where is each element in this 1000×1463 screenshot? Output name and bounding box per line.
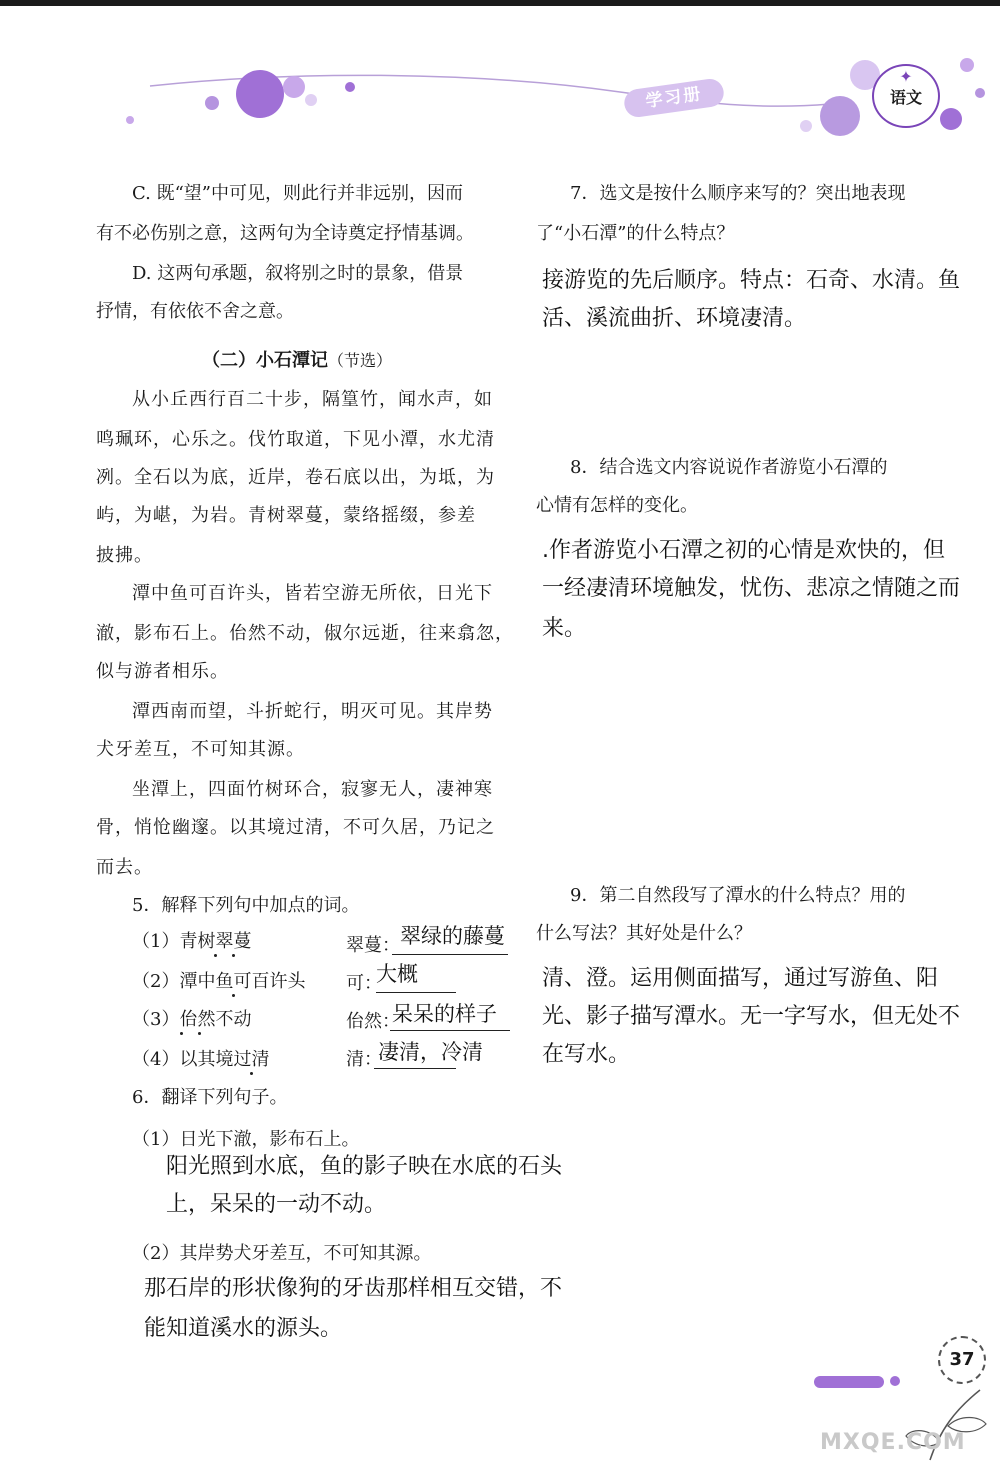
passage-title-note: （节选） [328, 351, 393, 370]
q6-answer-1-line-1: 阳光照到水底，鱼的影子映在水底的石头 [166, 1154, 563, 1179]
passage-line: 潭中鱼可百许头，皆若空游无所依，日光下 [132, 583, 493, 604]
q9-answer-line-2: 光、影子描写潭水。无一字写水，但无处不 [542, 1004, 961, 1029]
option-d-line-1: D. 这两句承题，叙将别之时的景象，借景 [132, 263, 464, 284]
passage-line: 从小丘西行百二十步，隔篁竹，闻水声，如 [132, 389, 493, 410]
q5-stem: 5．解释下列句中加点的词。 [132, 895, 360, 916]
q9-answer-line-1: 清、澄。运用侧面描写，通过写游鱼、阳 [542, 966, 939, 991]
passage-line: 屿，为嵁，为岩。青树翠蔓，蒙络摇缀，参差 [96, 505, 476, 526]
option-c-line-2: 有不必伤别之意，这两句为全诗奠定抒情基调。 [96, 223, 474, 244]
subject-logo-text: 语文 [889, 88, 922, 107]
q9-answer-line-3: 在写水。 [542, 1042, 631, 1067]
header-tab-label: 学习册 [644, 84, 704, 112]
q6-answer-2-line-2: 能知道溪水的源头。 [144, 1316, 343, 1341]
passage-line: 潭西南而望，斗折蛇行，明灭可见。其岸势 [132, 701, 493, 722]
q7-stem-line-1: 7．选文是按什么顺序来写的？突出地表现 [570, 183, 906, 204]
q9-stem-line-2: 什么写法？其好处是什么？ [536, 923, 752, 944]
q7-stem-line-2: 了“小石潭”的什么特点？ [536, 223, 735, 244]
passage-line: 澈，影布石上。佁然不动，俶尔远逝，往来翕忽， [96, 623, 514, 644]
q7-answer-line-2: 活、溪流曲折、环境凄清。 [542, 306, 807, 331]
q5-word: 可： [346, 973, 382, 994]
watermark: MXQE.COM [820, 1430, 966, 1455]
passage-line: 坐潭上，四面竹树环合，寂寥无人，凄神寒 [132, 779, 493, 800]
q5-sentence: （4）以其境过清 [132, 1049, 270, 1070]
q5-word: 翠蔓： [346, 935, 400, 956]
q5-word: 佁然： [346, 1011, 400, 1032]
passage-line: 披拂。 [96, 545, 153, 566]
q7-answer-line-1: 接游览的先后顺序。特点：石奇、水清。鱼 [542, 268, 961, 293]
page-number-badge [938, 1336, 986, 1384]
passage-line: 似与游者相乐。 [96, 661, 229, 682]
q5-sentence: （3）佁然不动 [132, 1009, 252, 1030]
logo-icon: ✦ [899, 67, 913, 86]
q6-answer-2-line-1: 那石岸的形状像狗的牙齿那样相互交错，不 [144, 1276, 563, 1301]
q5-answer: 翠绿的藤蔓 [400, 924, 505, 948]
passage-line: 冽。全石以为底，近岸，卷石底以出，为坻，为 [96, 467, 495, 488]
q5-word: 清： [346, 1049, 382, 1070]
q6-answer-1-line-2: 上，呆呆的一动不动。 [166, 1192, 387, 1217]
header-decoration [0, 0, 1000, 150]
q8-stem-line-2: 心情有怎样的变化。 [536, 495, 698, 516]
passage-line: 骨，悄怆幽邃。以其境过清，不可久居，乃记之 [96, 817, 495, 838]
passage-line: 而去。 [96, 857, 153, 878]
q5-answer: 凄清，冷清 [378, 1040, 483, 1064]
passage-heading [202, 346, 392, 372]
subject-logo [872, 64, 940, 128]
q5-sentence: （1）青树翠蔓 [132, 931, 252, 952]
q5-sentence: （2）潭中鱼可百许头 [132, 971, 306, 992]
q6-sentence-2: （2）其岸势犬牙差互，不可知其源。 [132, 1243, 432, 1264]
q8-answer-line-3: 来。 [542, 616, 587, 641]
passage-line: 鸣珮环，心乐之。伐竹取道，下见小潭，水尤清 [96, 429, 495, 450]
passage-line: 犬牙差互，不可知其源。 [96, 739, 305, 760]
q8-answer-line-1: .作者游览小石潭之初的心情是欢快的，但 [542, 538, 945, 563]
q8-answer-line-2: 一经凄清环境触发，忧伤、悲凉之情随之而 [542, 576, 961, 601]
q5-answer: 大概 [376, 962, 418, 986]
q8-stem-line-1: 8．结合选文内容说说作者游览小石潭的 [570, 457, 888, 478]
q9-stem-line-1: 9．第二自然段写了潭水的什么特点？用的 [570, 885, 906, 906]
option-d-line-2: 抒情，有依依不舍之意。 [96, 301, 294, 322]
q6-sentence-1: （1）日光下澈，影布石上。 [132, 1129, 360, 1150]
q5-answer: 呆呆的样子 [392, 1002, 497, 1026]
passage-title: （二）小石潭记 [202, 350, 328, 371]
option-c-line-1: C. 既“望”中可见，则此行并非远别，因而 [132, 183, 463, 204]
q6-stem: 6．翻译下列句子。 [132, 1087, 288, 1108]
page-number: 37 [949, 1349, 975, 1370]
footer-decoration [780, 1330, 1000, 1463]
